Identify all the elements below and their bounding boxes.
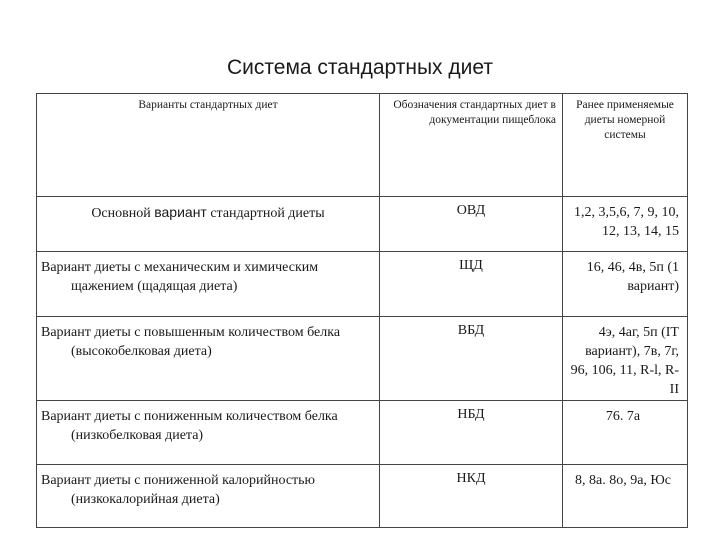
variant-cell: Вариант диеты с пониженной калорийностью (низкокалорийная диета) xyxy=(37,465,380,528)
header-designations: Обозначения стандартных диет в документации пищеблока xyxy=(380,94,563,197)
table-row xyxy=(37,317,688,401)
header-old-diets: Ранее применяемые диеты номерной системы xyxy=(563,94,688,197)
code-cell: НКД xyxy=(380,465,563,528)
table-row xyxy=(37,465,688,528)
table-header-row xyxy=(37,94,688,197)
code-cell: ОВД xyxy=(380,197,563,252)
table-row xyxy=(37,401,688,465)
old-diets-cell: 1,2, 3,5,6, 7, 9, 10, 12, 13, 14, 15 xyxy=(563,197,688,252)
code-cell: ЩД xyxy=(380,252,563,317)
variant-text-pre: Основной xyxy=(91,206,155,221)
table-row xyxy=(37,252,688,317)
code-cell: ВБД xyxy=(380,317,563,401)
variant-cell: Вариант диеты с механическим и химическим щажением (щадящая диета) xyxy=(37,252,380,317)
table-row xyxy=(37,197,688,252)
variant-text-post: стандартной диеты xyxy=(206,206,325,221)
page-title: Система стандартных диет xyxy=(227,56,493,79)
old-diets-cell: 8, 8а. 8о, 9а, Юс xyxy=(563,465,688,528)
variant-cell: Вариант диеты с повышенным количеством белка (высокобелковая диета) xyxy=(37,317,380,401)
header-variants: Варианты стандартных диет xyxy=(37,94,380,197)
variant-cell: Вариант диеты с пониженным количеством белка (низкобелковая диета) xyxy=(37,401,380,465)
old-diets-cell: 76. 7а xyxy=(563,401,688,465)
variant-cell xyxy=(37,197,380,252)
code-cell: НБД xyxy=(380,401,563,465)
old-diets-cell: 16, 46, 4в, 5п (1 вариант) xyxy=(563,252,688,317)
old-diets-cell: 4э, 4аг, 5п (IT вариант), 7в, 7г, 96, 106, 11, R-l, R-II xyxy=(563,317,688,401)
diet-table xyxy=(36,93,688,528)
variant-text-emphasis: вариант xyxy=(154,204,207,220)
